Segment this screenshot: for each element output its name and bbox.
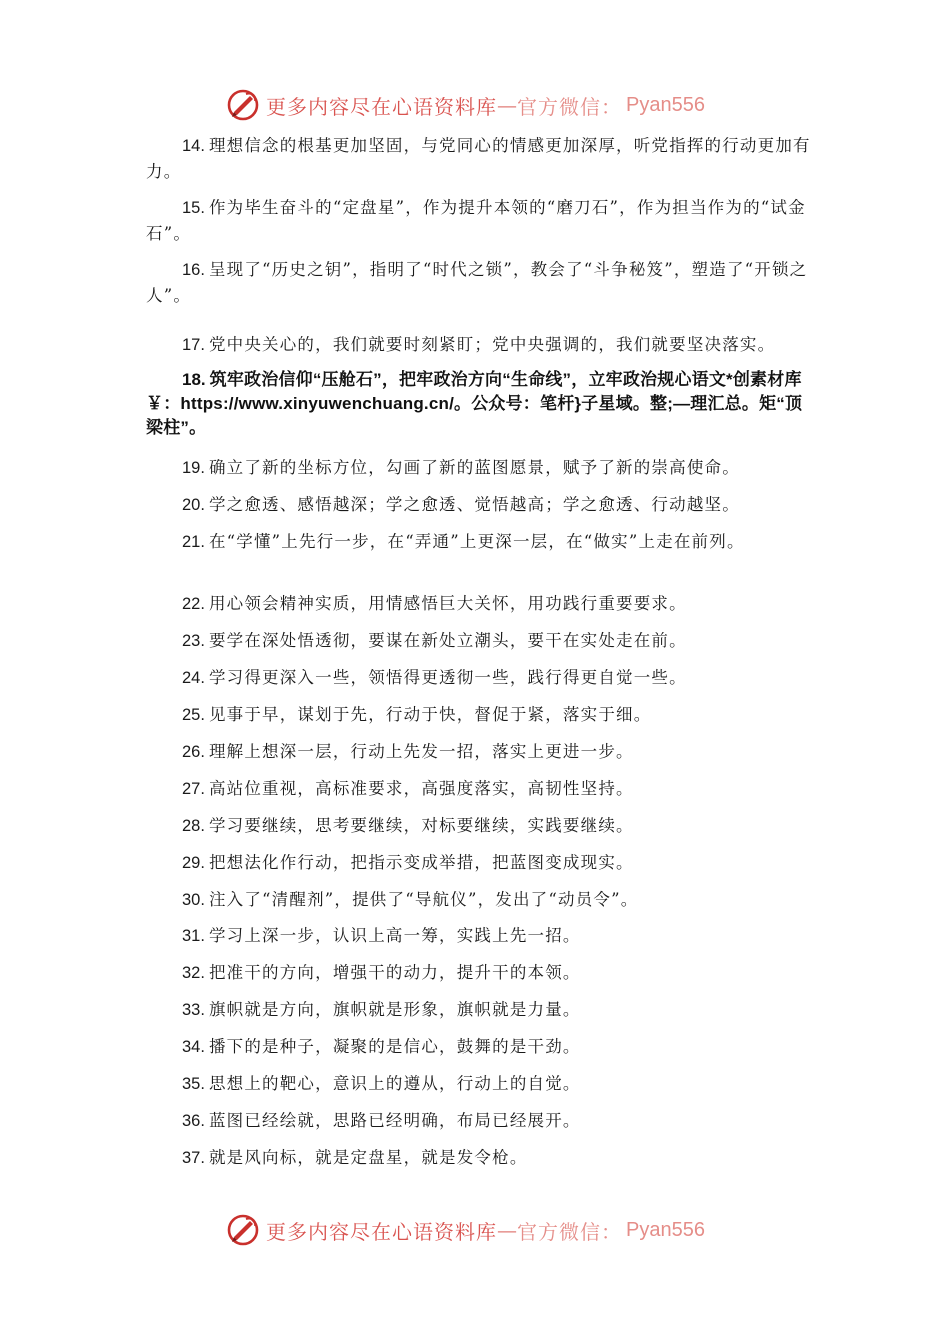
header-official-text: 官方微信： xyxy=(517,94,622,119)
list-item: 21. 在“学懂”上先行一步，在“弄通”上更深一层，在“做实”上走在前列。 xyxy=(182,532,745,551)
list-item: 28. 学习要继续，思考要继续，对标要继续，实践要继续。 xyxy=(182,816,634,835)
footer-dash: — xyxy=(497,1218,517,1242)
list-item: 17. 党中央关心的，我们就要时刻紧盯；党中央强调的，我们就要坚决落实。 xyxy=(182,335,776,354)
list-item: 25. 见事于早，谋划于先，行动于快，督促于紧，落实于细。 xyxy=(182,705,652,724)
list-item: 20. 学之愈透、感悟越深；学之愈透、觉悟越高；学之愈透、行动越坚。 xyxy=(182,495,740,514)
list-item: 26. 理解上想深一层，行动上先发一招，落实上更进一步。 xyxy=(182,742,634,761)
list-item: 15. 作为毕生奋斗的“定盘星”，作为提升本领的“磨刀石”，作为担当作为的“试金石”。 xyxy=(146,198,806,243)
list-item: 27. 高站位重视，高标准要求，高强度落实，高韧性坚持。 xyxy=(182,779,634,798)
list-item: 32. 把准干的方向，增强干的动力，提升干的本领。 xyxy=(182,963,581,982)
header-watermark xyxy=(226,87,726,123)
header-dash: — xyxy=(497,93,517,117)
footer-wechat-handle: Pyan556 xyxy=(626,1218,705,1241)
list-item: 29. 把想法化作行动，把指示变成举措，把蓝图变成现实。 xyxy=(182,853,634,872)
list-item: 37. 就是风向标，就是定盘星，就是发令枪。 xyxy=(182,1148,528,1167)
list-item: 24. 学习得更深入一些，领悟得更透彻一些，践行得更自觉一些。 xyxy=(182,668,687,687)
header-brand-text: 更多内容尽在心语资料库 xyxy=(266,94,497,119)
list-item: 30. 注入了“清醒剂”，提供了“导航仪”，发出了“动员令”。 xyxy=(182,890,639,909)
list-item: 31. 学习上深一步，认识上高一筹，实践上先一招。 xyxy=(182,926,581,945)
list-item: 35. 思想上的靶心，意识上的遵从，行动上的自觉。 xyxy=(182,1074,581,1093)
list-item: 16. 呈现了“历史之钥”，指明了“时代之锁”，教会了“斗争秘笈”，塑造了“开锁之人”。 xyxy=(146,260,808,305)
footer-official-text: 官方微信： xyxy=(517,1219,622,1244)
pen-logo-icon xyxy=(226,88,260,122)
footer-watermark xyxy=(226,1212,726,1248)
list-item: 23. 要学在深处悟透彻，要谋在新处立潮头，要干在实处走在前。 xyxy=(182,631,687,650)
pen-logo-icon xyxy=(226,1213,260,1247)
header-wechat-handle: Pyan556 xyxy=(626,93,705,116)
list-item: 33. 旗帜就是方向，旗帜就是形象，旗帜就是力量。 xyxy=(182,1000,581,1019)
list-item: 36. 蓝图已经绘就，思路已经明确，布局已经展开。 xyxy=(182,1111,581,1130)
list-item: 22. 用心领会精神实质，用情感悟巨大关怀，用功践行重要要求。 xyxy=(182,594,687,613)
list-item: 14. 理想信念的根基更加坚固，与党同心的情感更加深厚，听党指挥的行动更加有力。 xyxy=(146,136,811,181)
footer-brand-text: 更多内容尽在心语资料库 xyxy=(266,1219,497,1244)
list-item: 18. 筑牢政治信仰“压舱石”，把牢政治方向“生命线”，立牢政治规心语文*创素材库￥：https://www.xinyuwenchuang.cn/。公众号：笔杆}子星域。整;—理汇总。矩“顶梁柱”。 xyxy=(146,370,803,437)
list-item: 34. 播下的是种子，凝聚的是信心，鼓舞的是干劲。 xyxy=(182,1037,581,1056)
list-item: 19. 确立了新的坐标方位，勾画了新的蓝图愿景，赋予了新的崇高使命。 xyxy=(182,458,740,477)
